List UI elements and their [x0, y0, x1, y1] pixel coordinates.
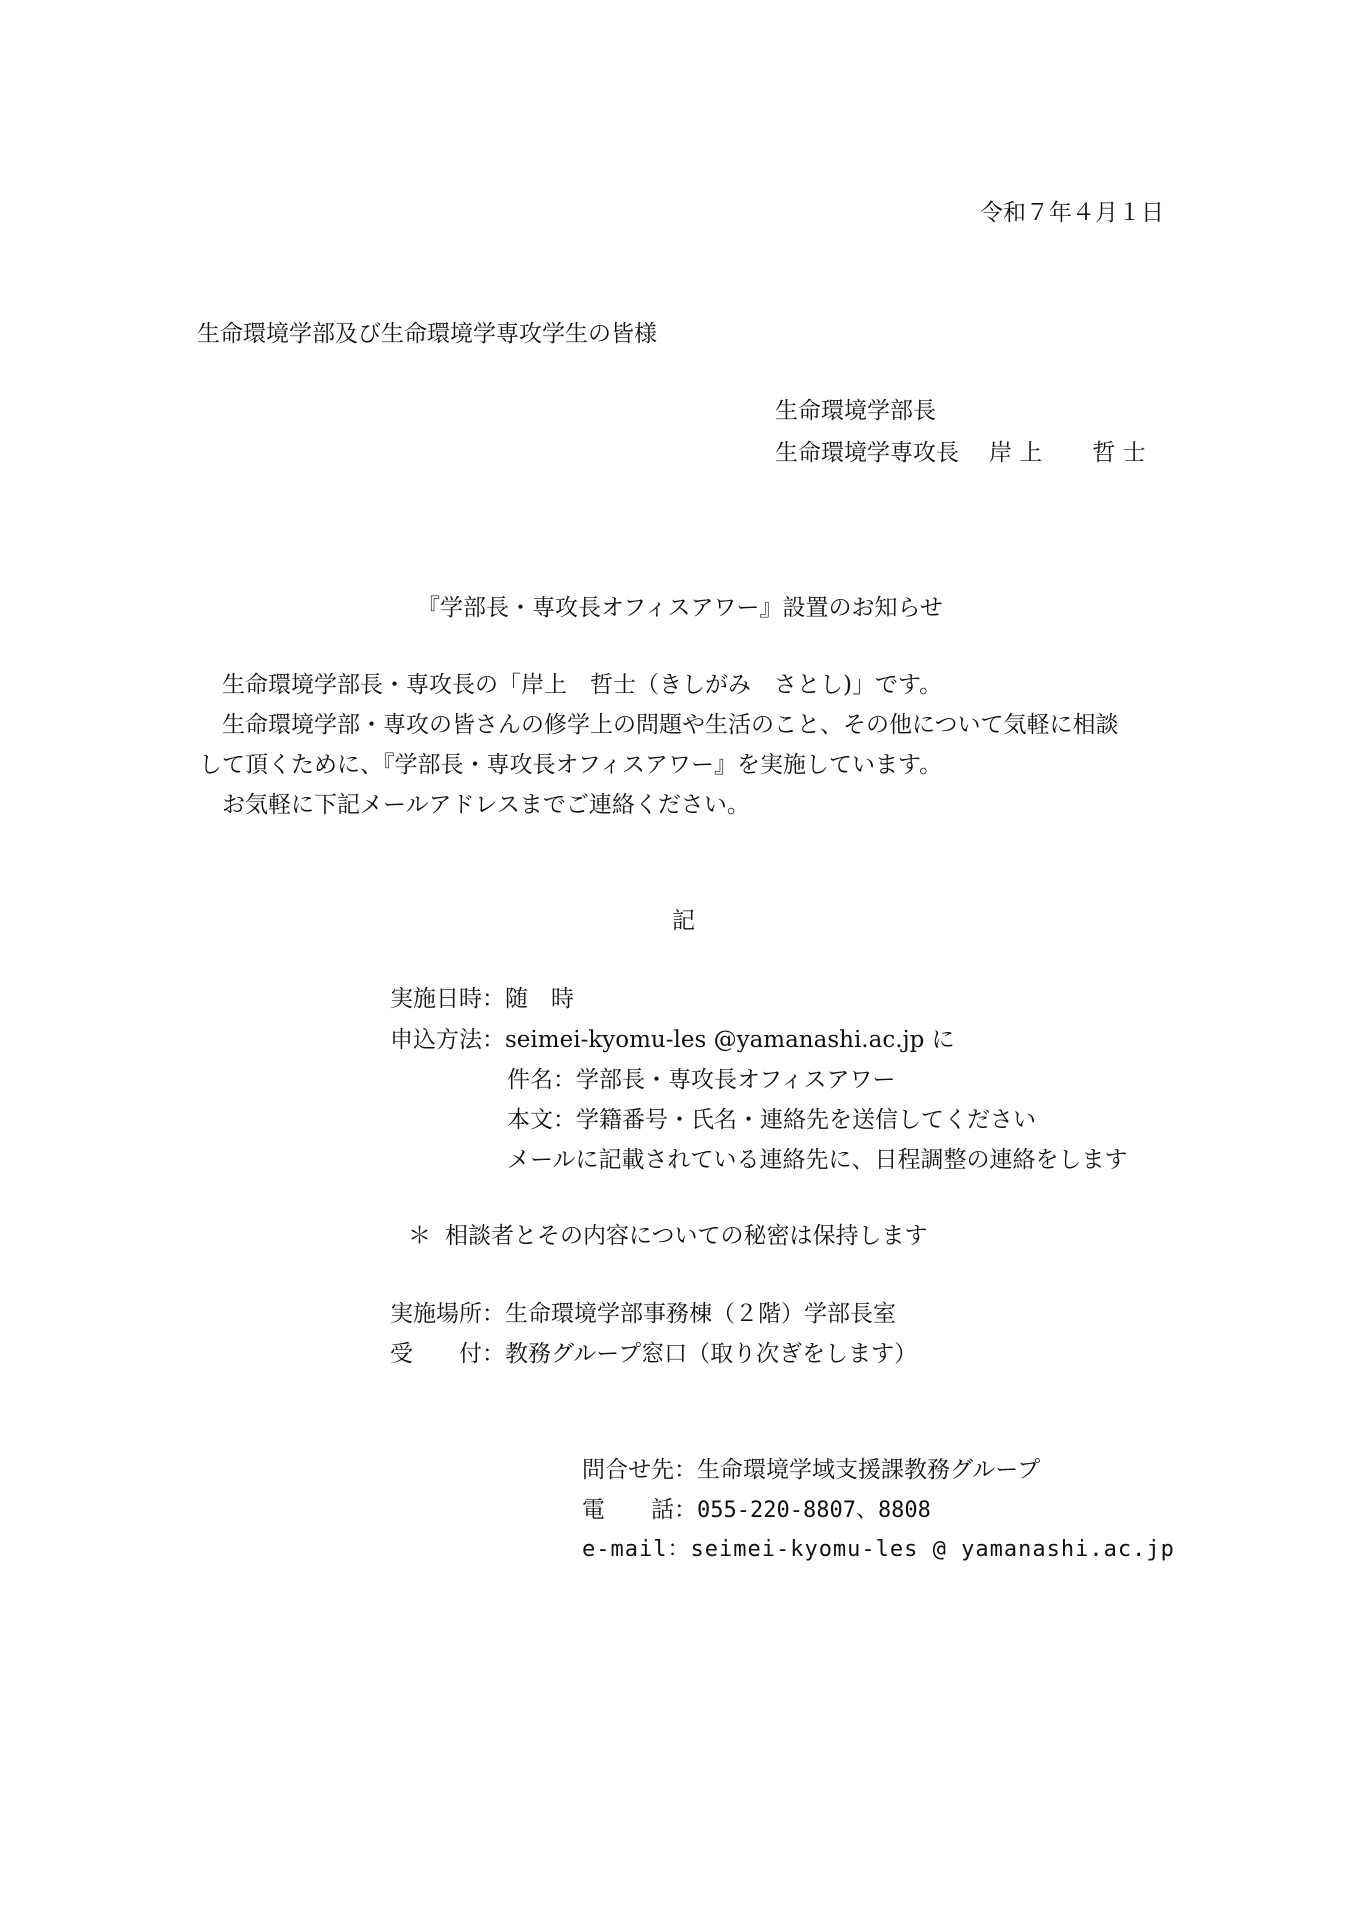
body-paragraph-2-line-2: して頂くために、『学部長・専攻長オフィスアワー』を実施しています。 — [199, 752, 943, 778]
notice-title: 『学部長・専攻長オフィスアワー』設置のお知らせ — [417, 595, 943, 621]
detail-reception-value: 教務グループ窓口（取り次ぎをします） — [505, 1341, 918, 1367]
sender-title-chair-text: 生命環境学専攻長 — [775, 440, 959, 466]
sender-given-name: 哲 士 — [1092, 440, 1146, 466]
detail-place-label: 実施場所： — [390, 1301, 505, 1327]
contact-phone — [582, 1499, 931, 1522]
detail-body-text — [507, 1109, 1036, 1132]
detail-body-value: 学籍番号・氏名・連絡先を送信してください — [576, 1107, 1036, 1133]
contact-email-label: e-mail： — [582, 1537, 691, 1562]
contact-email — [582, 1539, 1175, 1561]
contact-phone-label: 電 話： — [582, 1497, 697, 1523]
sender-family-name: 岸 上 — [989, 440, 1043, 466]
contact-inquiry — [582, 1459, 1040, 1482]
contact-inquiry-value: 生命環境学域支援課教務グループ — [697, 1457, 1041, 1483]
body-paragraph-2-line-1: 生命環境学部・専攻の皆さんの修学上の問題や生活のこと、その他について気軽に相談 — [222, 712, 1119, 738]
detail-subject-label: 件名： — [507, 1067, 576, 1093]
body-paragraph-1: 生命環境学部長・専攻長の「岸上 哲士（きしがみ さとし)」です。 — [222, 672, 943, 698]
contact-email-value: seimei-kyomu-les @ yamanashi.ac.jp — [690, 1537, 1175, 1562]
ki-heading: 記 — [672, 908, 695, 934]
contact-phone-value: 055-220-8807、8808 — [697, 1498, 931, 1523]
addressee: 生命環境学部及び生命環境学専攻学生の皆様 — [197, 321, 657, 347]
detail-place-value: 生命環境学部事務棟（２階）学部長室 — [505, 1301, 896, 1327]
secrecy-text: 相談者とその内容についての秘密は保持します — [445, 1223, 928, 1249]
sender-title-chair — [775, 442, 1146, 465]
contact-inquiry-label: 問合せ先： — [582, 1457, 697, 1483]
detail-reception-label: 受 付： — [390, 1341, 505, 1367]
detail-reception — [390, 1343, 917, 1366]
detail-place — [390, 1303, 896, 1326]
secrecy-note — [408, 1225, 928, 1248]
detail-body-label: 本文： — [507, 1107, 576, 1133]
detail-apply-value: seimei-kyomu-les @yamanashi.ac.jp に — [505, 1027, 955, 1053]
detail-subject-value: 学部長・専攻長オフィスアワー — [576, 1067, 896, 1093]
detail-apply-label: 申込方法： — [390, 1027, 505, 1053]
detail-subject — [507, 1069, 895, 1092]
detail-datetime-value: 随 時 — [505, 986, 574, 1012]
document-date: 令和７年４月１日 — [980, 200, 1164, 226]
detail-datetime-label: 実施日時： — [390, 986, 505, 1012]
body-paragraph-3: お気軽に下記メールアドレスまでご連絡ください。 — [222, 792, 750, 818]
sender-title-dean: 生命環境学部長 — [775, 398, 936, 424]
asterisk-icon: ＊ — [408, 1223, 431, 1249]
detail-apply-method — [390, 1029, 955, 1052]
detail-followup: メールに記載されている連絡先に、日程調整の連絡をします — [507, 1147, 1128, 1173]
detail-datetime — [390, 988, 574, 1011]
